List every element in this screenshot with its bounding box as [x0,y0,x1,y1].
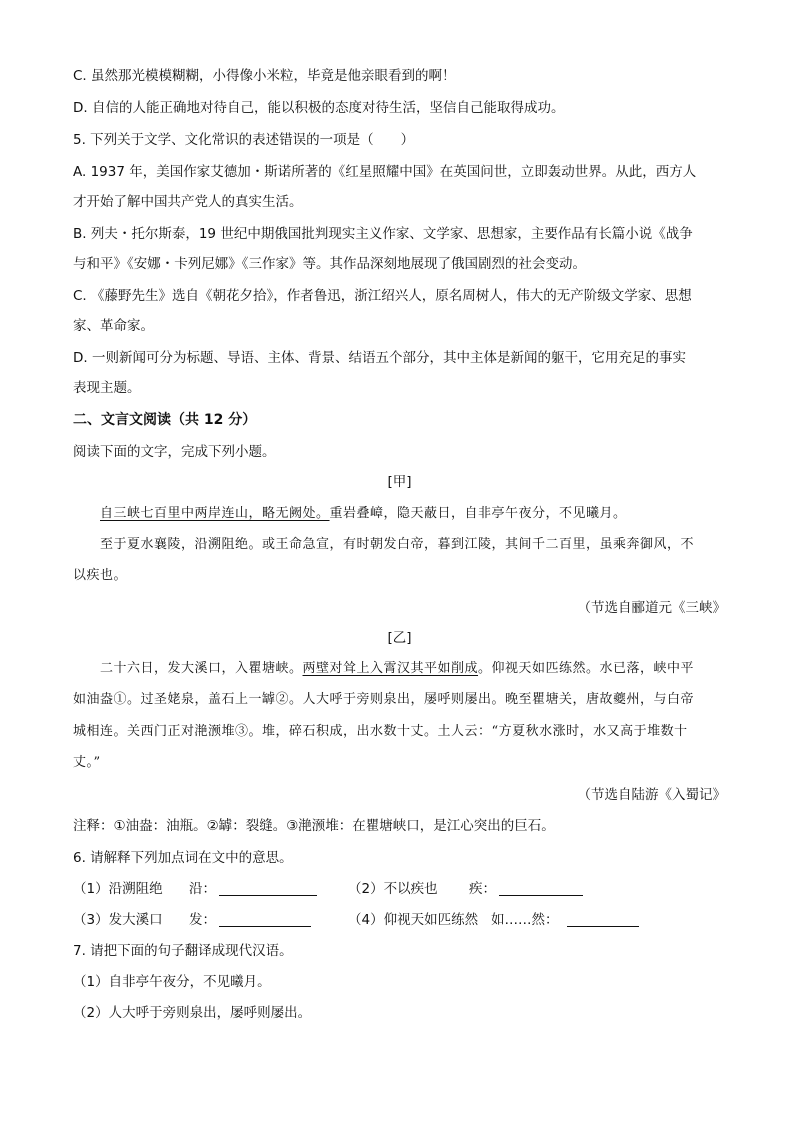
passage-jia-source: （节选自郦道元《三峡》 [577,600,726,616]
q5-option-c-line2: 家、革命家。 [73,318,154,334]
passage-yi-line1 [100,659,726,679]
q5-option-b-line1: B. 列夫・托尔斯泰，19 世纪中期俄国批判现实主义作家、文学家、思想家，主要作品有长篇小说《战争 [73,226,693,242]
yi-line1-a: 二十六日，发大溪口，入瞿塘峡。 [100,661,303,676]
q5-option-b-line2: 与和平》《安娜・卡列尼娜》《三作家》等。其作品深刻地展现了俄国剧烈的社会变动。 [73,256,586,272]
passage-yi-line4: 丈。” [73,755,101,770]
q4-option-d: D. 自信的人能正确地对待自己，能以积极的态度对待生活，坚信自己能取得成功。 [73,100,565,116]
q6-item2-word: 疾： [469,881,496,897]
q6-item1-word: 沿： [189,881,216,897]
q6-item3-word: 发： [189,912,216,928]
q6-stem: 6. 请解释下列加点词在文中的意思。 [73,850,293,866]
q6-item2-answer-blank[interactable] [499,881,583,896]
passage-jia-paragraph1 [100,504,726,524]
jia-underlined-sentence: 自三峡七百里中两岸连山，略无阙处。 [100,506,330,521]
passage-jia-label: [甲] [387,474,412,490]
passage-yi-line2: 如油盎①。过圣姥泉，盖石上一罅②。人大呼于旁则泉出，屡呼则屡出。晚至瞿塘关，唐故夔州，与白帝 [73,692,695,707]
q6-item4-answer-blank[interactable] [567,912,639,927]
q6-item4-word: 如……然： [491,912,559,928]
q6-item3-label: （3）发大溪口 [73,912,163,928]
q6-item1-answer-blank[interactable] [219,881,317,896]
passage-yi-label: [乙] [387,630,412,646]
q5-option-a-line1: A. 1937 年，美国作家艾德加・斯诺所著的《红星照耀中国》在英国问世，立即轰动世界。从此，西方人 [73,164,697,180]
passage-yi-source: （节选自陆游《入蜀记》 [577,787,726,803]
yi-underlined-sentence: 两壁对耸上入霄汉其平如削成 [302,661,479,676]
section-instruction: 阅读下面的文字，完成下列小题。 [73,444,276,460]
passage-jia-paragraph2-line1: 至于夏水襄陵，沿溯阻绝。或王命急宣，有时朝发白帝，暮到江陵，其间千二百里，虽乘奔御风，不 [100,537,695,552]
q6-item2-label: （2）不以疾也 [348,881,438,897]
q5-option-c-line1: C. 《藤野先生》选自《朝花夕拾》，作者鲁迅，浙江绍兴人，原名周树人，伟大的无产阶级文学家、思想 [73,288,692,304]
passage-jia-paragraph2-line2: 以疾也。 [73,568,128,583]
q5-option-d-line2: 表现主题。 [73,380,141,396]
q5-option-a-line2: 才开始了解中国共产党人的真实生活。 [73,194,303,210]
q4-option-c: C. 虽然那光模模糊糊，小得像小米粒，毕竟是他亲眼看到的啊！ [73,68,456,84]
yi-line1-b: 。仰视天如匹练然。水已落，峡中平 [478,661,695,676]
annotation-notes: 注释：①油盎：油瓶。②罅：裂缝。③滟滪堆：在瞿塘峡口，是江心突出的巨石。 [73,818,555,834]
q6-item4-label: （4）仰视天如匹练然 [348,912,479,928]
q7-item1: （1）自非亭午夜分，不见曦月。 [73,974,271,990]
passage-yi-line3: 城相连。关西门正对滟滪堆③。堆，碎石积成，出水数十丈。土人云：“方夏秋水涨时，水又高于堆数十 [73,724,688,739]
q6-item1-label: （1）沿溯阻绝 [73,881,163,897]
q5-option-d-line1: D. 一则新闻可分为标题、导语、主体、背景、结语五个部分，其中主体是新闻的躯干，它用充足的事实 [73,350,686,366]
q5-stem: 5. 下列关于文学、文化常识的表述错误的一项是（ ） [73,132,415,148]
section-heading: 二、文言文阅读（共 12 分） [73,412,257,428]
jia-p1-rest: 重岩叠嶂，隐天蔽日，自非亭午夜分，不见曦月。 [329,506,627,521]
q7-stem: 7. 请把下面的句子翻译成现代汉语。 [73,943,293,959]
q7-item2: （2）人大呼于旁则泉出，屡呼则屡出。 [73,1005,312,1021]
q6-item3-answer-blank[interactable] [219,912,311,927]
